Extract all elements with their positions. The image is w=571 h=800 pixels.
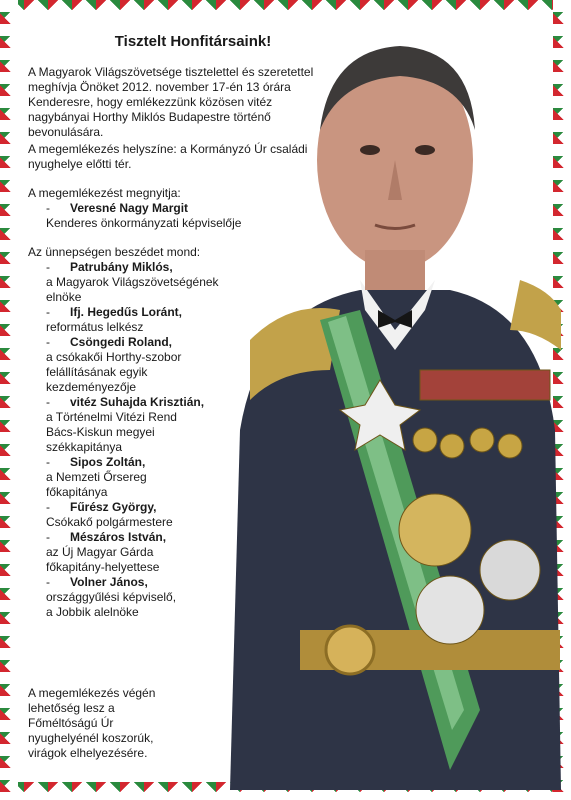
dash-marker: - — [46, 455, 50, 469]
invitation-paragraph — [28, 65, 333, 140]
intro-line: Kenderesre, hogy emlékezzünk közösen vitéz — [28, 95, 273, 109]
opening-speaker — [46, 201, 346, 231]
belt-buckle — [326, 626, 374, 674]
speakers-heading: Az ünnepségen beszédet mond: — [28, 245, 201, 259]
dash-marker: - — [46, 335, 50, 349]
speaker-name: vitéz Suhajda Krisztián, — [70, 395, 205, 409]
venue-paragraph — [28, 142, 333, 172]
flyer-title: Tisztelt Honfitársaink! — [114, 33, 272, 50]
speaker-name: Patrubány Miklós, — [70, 260, 173, 274]
dash-marker: - — [46, 305, 50, 319]
dash-marker: - — [46, 575, 50, 589]
dash-marker: - — [46, 530, 50, 544]
speaker-role: országgyűlési képviselő, — [46, 590, 177, 604]
venue-line: A megemlékezés helyszíne: a Kormányzó Úr családi — [28, 142, 308, 156]
speaker-role: a Nemzeti Őrsereg — [46, 470, 147, 484]
speaker-entry — [46, 575, 346, 620]
dash-marker: - — [46, 395, 50, 409]
speaker-name: Fűrész György, — [70, 500, 157, 514]
speaker-name: Csöngedi Roland, — [70, 335, 172, 349]
speaker-role: felállításának egyik — [46, 365, 148, 379]
speaker-role: kezdeményezője — [46, 380, 137, 394]
speaker-role: református lelkész — [46, 320, 144, 334]
closing-paragraph — [28, 686, 178, 761]
dash-marker: - — [46, 260, 50, 274]
closing-line: nyughelyénél koszorúk, — [28, 731, 154, 745]
speaker-name: Veresné Nagy Margit — [70, 201, 189, 215]
speaker-entry — [46, 500, 346, 530]
speaker-entry — [46, 395, 346, 455]
dash-marker: - — [46, 201, 50, 215]
speaker-entry — [46, 260, 346, 305]
speaker-name: Ifj. Hegedűs Loránt, — [70, 305, 183, 319]
intro-line: nagybányai Horthy Miklós Budapestre történő — [28, 110, 271, 124]
speaker-role: a Magyarok Világszövetségének — [46, 275, 219, 289]
speaker-role: Kenderes önkormányzati képviselője — [46, 216, 242, 230]
speaker-name: Mészáros István, — [70, 530, 167, 544]
speaker-list — [28, 260, 346, 620]
closing-line: A megemlékezés végén — [28, 686, 156, 700]
intro-line: bevonulására. — [28, 125, 104, 139]
intro-line: A Magyarok Világszövetsége tisztelettel és szeretettel — [28, 65, 314, 79]
speaker-role: székkapitánya — [46, 440, 123, 454]
tricolor-border-left — [0, 0, 18, 800]
speaker-name: Volner János, — [70, 575, 148, 589]
intro-line: meghívja Önöket 2012. november 17-én 13 órára — [28, 80, 291, 94]
speaker-role: elnöke — [46, 290, 82, 304]
speakers-section — [28, 245, 346, 620]
opening-section — [28, 186, 346, 231]
flyer-text — [28, 34, 346, 620]
dash-marker: - — [46, 500, 50, 514]
speaker-role: Bács-Kiskun megyei — [46, 425, 155, 439]
speaker-entry — [46, 455, 346, 500]
speaker-role: a Jobbik alelnöke — [46, 605, 139, 619]
speaker-role: a csókakői Horthy-szobor — [46, 350, 182, 364]
speaker-entry — [46, 335, 346, 395]
closing-line: lehetőség lesz a — [28, 701, 115, 715]
closing-line: Főméltóságú Úr — [28, 716, 114, 730]
opening-heading: A megemlékezést megnyitja: — [28, 186, 181, 200]
speaker-role: Csókakő polgármestere — [46, 515, 173, 529]
speaker-role: a Történelmi Vitézi Rend — [46, 410, 177, 424]
speaker-role: főkapitány-helyettese — [46, 560, 160, 574]
speaker-name: Sipos Zoltán, — [70, 455, 146, 469]
speaker-role: főkapitánya — [46, 485, 108, 499]
closing-line: virágok elhelyezésére. — [28, 746, 148, 760]
speaker-entry — [46, 530, 346, 575]
speaker-entry — [46, 305, 346, 335]
venue-line: nyughelye előtti tér. — [28, 157, 132, 171]
speaker-role: az Új Magyar Gárda — [46, 545, 154, 559]
